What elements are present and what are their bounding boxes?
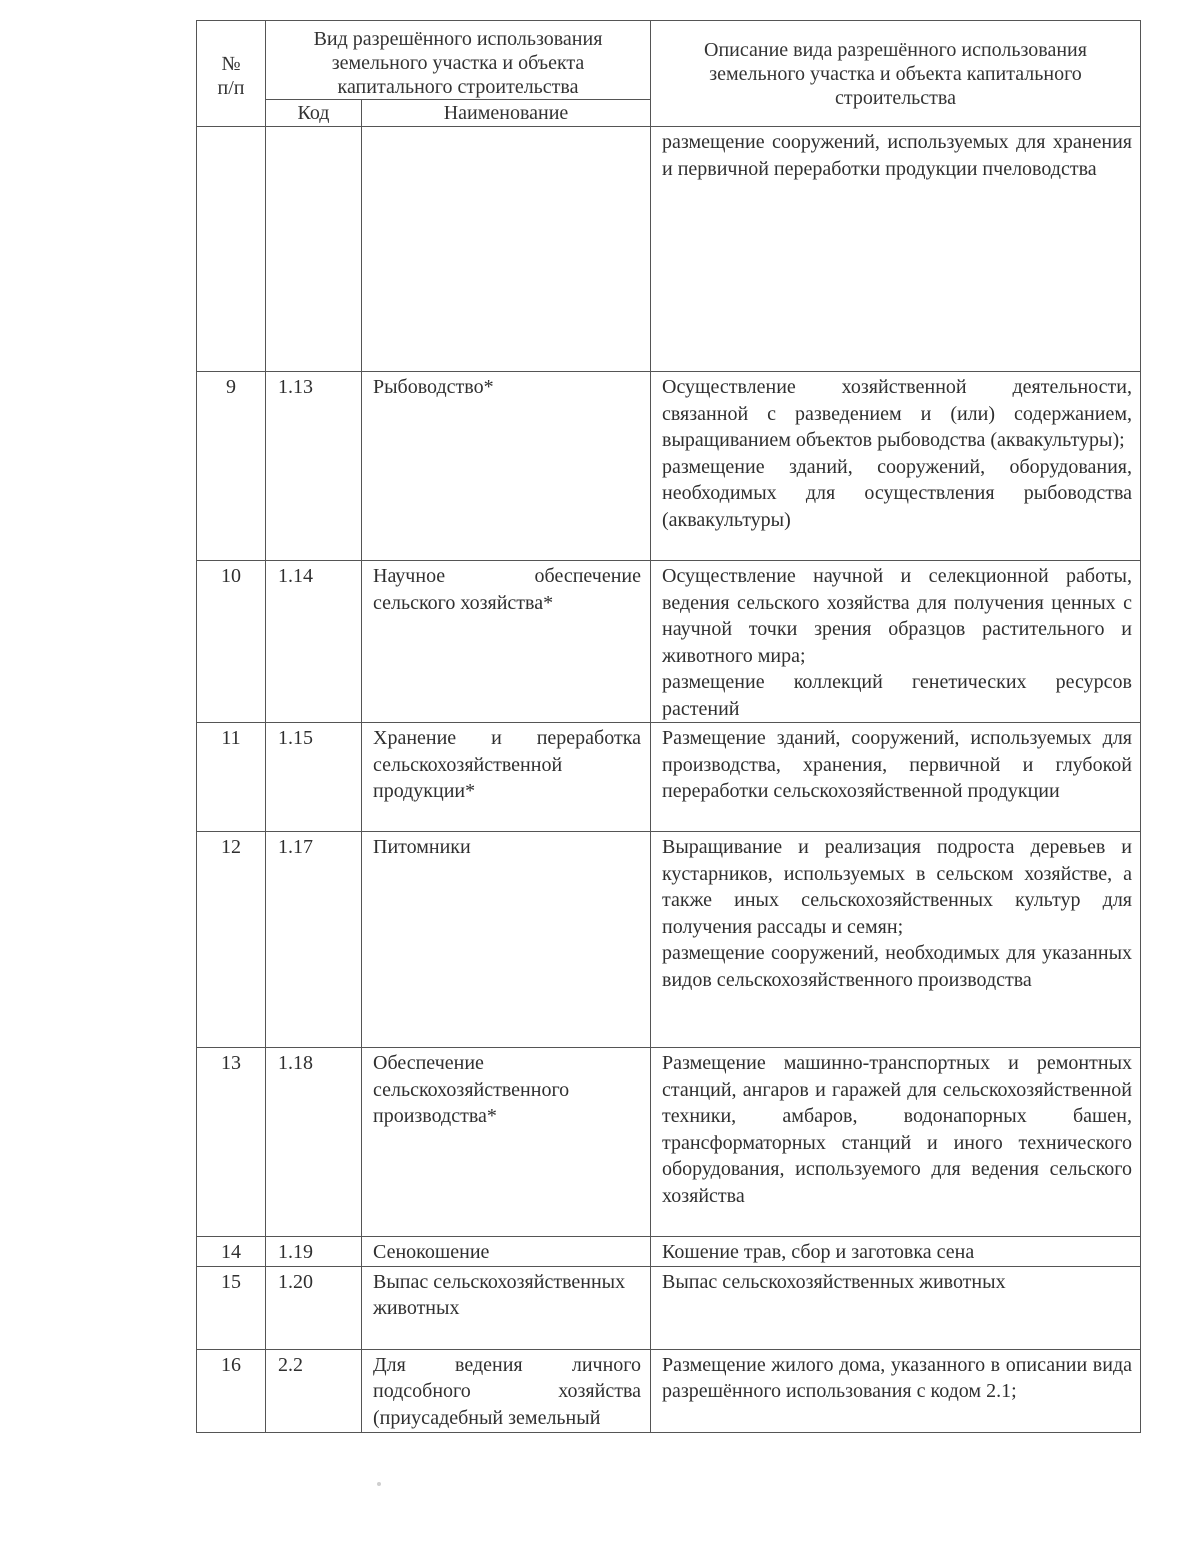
row-description [651,1237,1141,1267]
table-row [197,561,1141,723]
table-row [197,1237,1141,1267]
header-land-use-type: Вид разрешённого использования земельного участка и объекта капитального строительства [266,21,651,100]
row-code [266,127,362,372]
header-number [197,21,266,127]
table-body [197,127,1141,1433]
row-name: Рыбоводство* [362,372,651,561]
row-description [651,372,1141,561]
header-number-label: № п/п [217,52,245,99]
row-number: 15 [197,1266,266,1349]
row-number: 14 [197,1237,266,1267]
row-code: 1.20 [266,1266,362,1349]
row-code: 1.13 [266,372,362,561]
table-row [197,832,1141,1048]
row-number: 10 [197,561,266,723]
row-name [362,127,651,372]
scan-speck [377,1482,381,1486]
row-name: Сенокошение [362,1237,651,1267]
description-paragraph: размещение коллекций генетических ресурсов растений [662,671,1132,720]
row-description [651,561,1141,723]
description-paragraph: Осуществление хозяйственной деятельности, связанной с разведением и (или) содержанием, выращиванием объектов рыбоводства (аквакультуры); [662,376,1132,451]
table-row [197,723,1141,832]
row-code: 2.2 [266,1349,362,1432]
row-number [197,127,266,372]
row-number: 9 [197,372,266,561]
row-description [651,1349,1141,1432]
row-description [651,1048,1141,1237]
row-code: 1.15 [266,723,362,832]
header-code: Код [266,100,362,127]
description-paragraph: размещение сооружений, необходимых для указанных видов сельскохозяйственного производства [662,942,1132,991]
row-number: 13 [197,1048,266,1237]
row-name: Хранение и переработка сельскохозяйственной продукции* [362,723,651,832]
row-name: Выпас сельскохозяйственных животных [362,1266,651,1349]
row-name: Для ведения личного подсобного хозяйства (приусадебный земельный [362,1349,651,1432]
row-description [651,723,1141,832]
row-description [651,1266,1141,1349]
description-paragraph: Осуществление научной и селекционной работы, ведения сельского хозяйства для получения ценных с научной точки зрения образцов растительного и животного мира; [662,565,1132,667]
table-row [197,1266,1141,1349]
description-paragraph: размещение зданий, сооружений, оборудования, необходимых для осуществления рыбоводства (аквакультуры) [662,455,1132,531]
row-code: 1.18 [266,1048,362,1237]
description-paragraph: Размещение машинно-транспортных и ремонтных станций, ангаров и гаражей для сельскохозяйственной техники, амбаров, водонапорных башен, трансформаторных станций и иного технического оборудования, используемого для ведения сельского хозяйства [662,1052,1132,1207]
description-paragraph: Размещение жилого дома, указанного в описании вида разрешённого использования с кодом 2.1; [662,1353,1132,1402]
row-code: 1.19 [266,1237,362,1267]
description-paragraph: Выращивание и реализация подроста деревьев и кустарников, используемых в сельском хозяйстве, а также иных сельскохозяйственных культур для получения рассады и семян; [662,836,1132,938]
table-row [197,1048,1141,1237]
row-number: 11 [197,723,266,832]
table-header [197,21,1141,127]
description-paragraph: размещение сооружений, используемых для хранения и первичной переработки продукции пчеловодства [662,131,1132,180]
row-description [651,832,1141,1048]
row-code: 1.14 [266,561,362,723]
header-description: Описание вида разрешённого использования земельного участка и объекта капитального строительства [651,21,1141,127]
description-paragraph: Кошение трав, сбор и заготовка сена [662,1241,975,1263]
land-use-table [196,20,1141,1433]
row-number: 12 [197,832,266,1048]
row-code: 1.17 [266,832,362,1048]
row-name: Питомники [362,832,651,1048]
row-description [651,127,1141,372]
description-paragraph: Выпас сельскохозяйственных животных [662,1270,1006,1293]
header-name: Наименование [362,100,651,127]
description-paragraph: Размещение зданий, сооружений, используемых для производства, хранения, первичной и глубокой переработки сельскохозяйственной продукции [662,727,1132,802]
row-number: 16 [197,1349,266,1432]
row-name: Научное обеспечение сельского хозяйства* [362,561,651,723]
row-name: Обеспечение сельскохозяйственного производства* [362,1048,651,1237]
table-row [197,1349,1141,1432]
table-row [197,372,1141,561]
table-row [197,127,1141,372]
